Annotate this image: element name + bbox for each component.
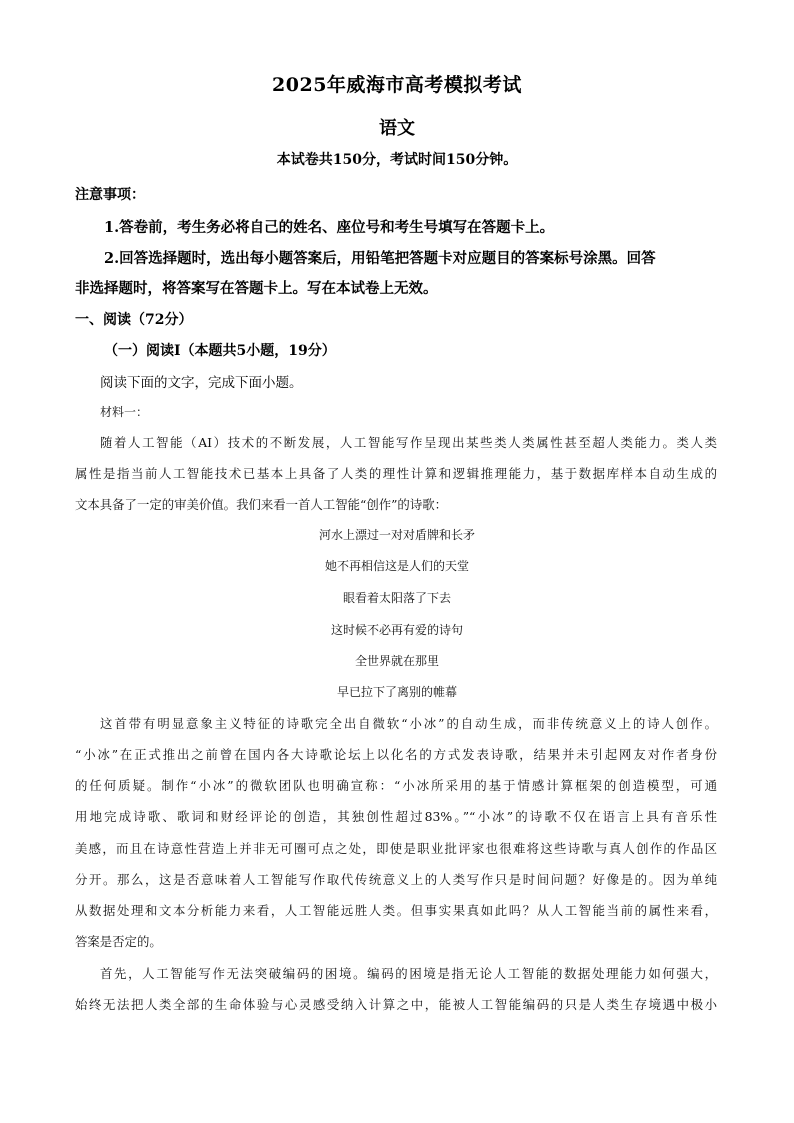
- note-2a: 2.回答选择题时，选出每小题答案后，用铅笔把答题卡对应题目的答案标号涂黑。回答: [104, 250, 656, 267]
- poem-line: 全世界就在那里: [354, 654, 439, 668]
- para2-line: “小冰”在正式推出之前曾在国内各大诗歌论坛上以化名的方式发表诗歌，结果并未引起网友对作者身份: [75, 747, 717, 762]
- para1-line: 属性是指当前人工智能技术已基本上具备了人类的理性计算和逻辑推理能力，基于数据库样本自动生成的: [75, 466, 717, 481]
- material-label: 材料一：: [100, 405, 149, 419]
- para2-line: 的任何质疑。制作“小冰”的微软团队也明确宣称：“小冰所采用的基于情感计算框架的创造模型，可通: [75, 778, 717, 793]
- para2-line: 分开。那么，这是否意味着人工智能写作取代传统意义上的人类写作只是时间问题？好像是的。因为单纯: [75, 872, 717, 887]
- reading-instruction: 阅读下面的文字，完成下面小题。: [100, 375, 303, 391]
- para2-line: 从数据处理和文本分析能力来看，人工智能远胜人类。但事实果真如此吗？从人工智能当前的属性来看，: [75, 903, 717, 918]
- poem-line: 她不再相信这是人们的天堂: [324, 559, 469, 573]
- section-title: 一、阅读（72分）: [75, 312, 193, 328]
- para1-line: 随着人工智能（AI）技术的不断发展，人工智能写作呈现出某些类人类属性甚至超人类能力。类人类: [100, 435, 717, 450]
- poem-line: 早已拉下了离别的帷幕: [336, 685, 457, 699]
- note-2b: 非选择题时，将答案写在答题卡上。写在本试卷上无效。: [75, 280, 438, 297]
- note-1: 1.答卷前，考生务必将自己的姓名、座位号和考生号填写在答题卡上。: [104, 219, 555, 236]
- para2-line: 美感，而且在诗意性营造上并非无可圈可点之处，即使是职业批评家也很难将这些诗歌与真人创作的作品区: [75, 841, 717, 856]
- para1-line: 文本具备了一定的审美价值。我们来看一首人工智能“创作”的诗歌：: [75, 497, 447, 512]
- para2-line: 用地完成诗歌、歌词和财经评论的创造，其独创性超过83%。”“小冰”的诗歌不仅在语言上具有音乐性: [75, 809, 717, 824]
- para3-line: 始终无法把人类全部的生命体验与心灵感受纳入计算之中，能被人工智能编码的只是人类生存境遇中极小: [75, 997, 717, 1012]
- subsection-title: （一）阅读Ⅰ（本题共5小题，19分）: [104, 343, 336, 359]
- exam-title: 2025年威海市高考模拟考试: [272, 74, 522, 96]
- para2-line: 答案是否定的。: [75, 934, 162, 949]
- para3-line: 首先，人工智能写作无法突破编码的困境。编码的困境是指无论人工智能的数据处理能力如何强大，: [100, 966, 717, 981]
- subject-title: 语文: [379, 118, 415, 139]
- poem-line: 这时候不必再有爱的诗句: [330, 623, 463, 637]
- para2-line: 这首带有明显意象主义特征的诗歌完全出自微软“小冰”的自动生成，而非传统意义上的诗人创作。: [100, 716, 717, 731]
- poem-line: 河水上漂过一对对盾牌和长矛: [318, 528, 475, 542]
- poem-line: 眼看着太阳落了下去: [342, 591, 451, 605]
- notes-header: 注意事项：: [75, 187, 145, 203]
- exam-info: 本试卷共150分，考试时间150分钟。: [276, 152, 518, 168]
